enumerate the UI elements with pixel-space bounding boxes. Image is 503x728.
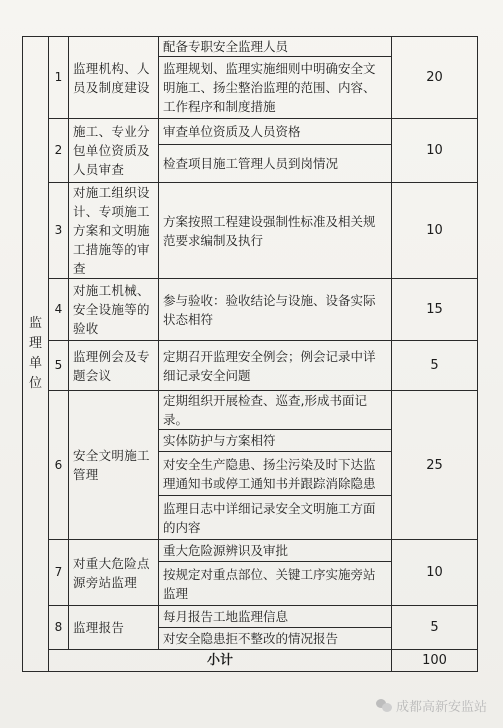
score-cell: 25 [392,391,478,540]
table-row [23,183,478,279]
requirement-cell: 监理规划、监理实施细则中明确安全文明施工、扬尘整治监理的范围、内容、工作程序和制度措施 [159,57,392,119]
requirement-cell: 方案按照工程建设强制性标准及相关规范要求编制及执行 [159,183,392,279]
requirement-cell: 按规定对重点部位、关键工序实施旁站监理 [159,562,392,606]
score-cell: 10 [392,540,478,606]
requirement-cell: 参与验收：验收结论与设施、设备实际状态相符 [159,279,392,341]
item-cell: 施工、专业分包单位资质及人员审查 [69,119,159,183]
row-number: 6 [49,391,69,540]
table-row [23,279,478,341]
row-number: 7 [49,540,69,606]
requirement-cell: 定期召开监理安全例会；例会记录中详细记录安全问题 [159,341,392,391]
item-cell: 安全文明施工管理 [69,391,159,540]
item-cell: 对施工机械、安全设施等的验收 [69,279,159,341]
watermark [376,696,487,715]
item-cell: 监理报告 [69,606,159,650]
requirement-cell: 监理日志中详细记录安全文明施工方面的内容 [159,496,392,540]
row-number: 1 [49,37,69,119]
requirement-cell: 对安全隐患拒不整改的情况报告 [159,628,392,650]
table-row [23,37,478,57]
unit-label: 监理单位 [28,316,42,391]
requirement-cell: 检查项目施工管理人员到岗情况 [159,145,392,183]
item-cell: 对重大危险点源旁站监理 [69,540,159,606]
score-cell: 5 [392,606,478,650]
requirement-cell: 实体防护与方案相符 [159,430,392,452]
item-cell: 对施工组织设计、专项施工方案和文明施工措施等的审查 [69,183,159,279]
score-cell: 15 [392,279,478,341]
requirement-cell: 重大危险源辨识及审批 [159,540,392,562]
row-number: 2 [49,119,69,183]
table-row [23,540,478,562]
score-cell: 20 [392,37,478,119]
subtotal-score: 100 [392,650,478,672]
table-row [23,341,478,391]
item-cell: 监理例会及专题会议 [69,341,159,391]
requirement-cell: 审查单位资质及人员资格 [159,119,392,145]
item-cell: 监理机构、人员及制度建设 [69,37,159,119]
table-row [23,391,478,430]
requirement-cell: 对安全生产隐患、扬尘污染及时下达监理通知书或停工通知书并跟踪消除隐患 [159,452,392,496]
row-number: 8 [49,606,69,650]
table-row [23,606,478,628]
subtotal-row [23,650,478,672]
evaluation-table [22,36,478,672]
requirement-cell: 配备专职安全监理人员 [159,37,392,57]
subtotal-label: 小计 [49,650,392,672]
score-cell: 10 [392,183,478,279]
score-cell: 5 [392,341,478,391]
wechat-icon [376,699,392,712]
requirement-cell: 定期组织开展检查、巡查,形成书面记录。 [159,391,392,430]
row-number: 3 [49,183,69,279]
requirement-cell: 每月报告工地监理信息 [159,606,392,628]
row-number: 4 [49,279,69,341]
unit-cell [23,37,49,672]
row-number: 5 [49,341,69,391]
score-cell: 10 [392,119,478,183]
watermark-text: 成都高新安监站 [395,700,487,715]
table-row [23,119,478,145]
